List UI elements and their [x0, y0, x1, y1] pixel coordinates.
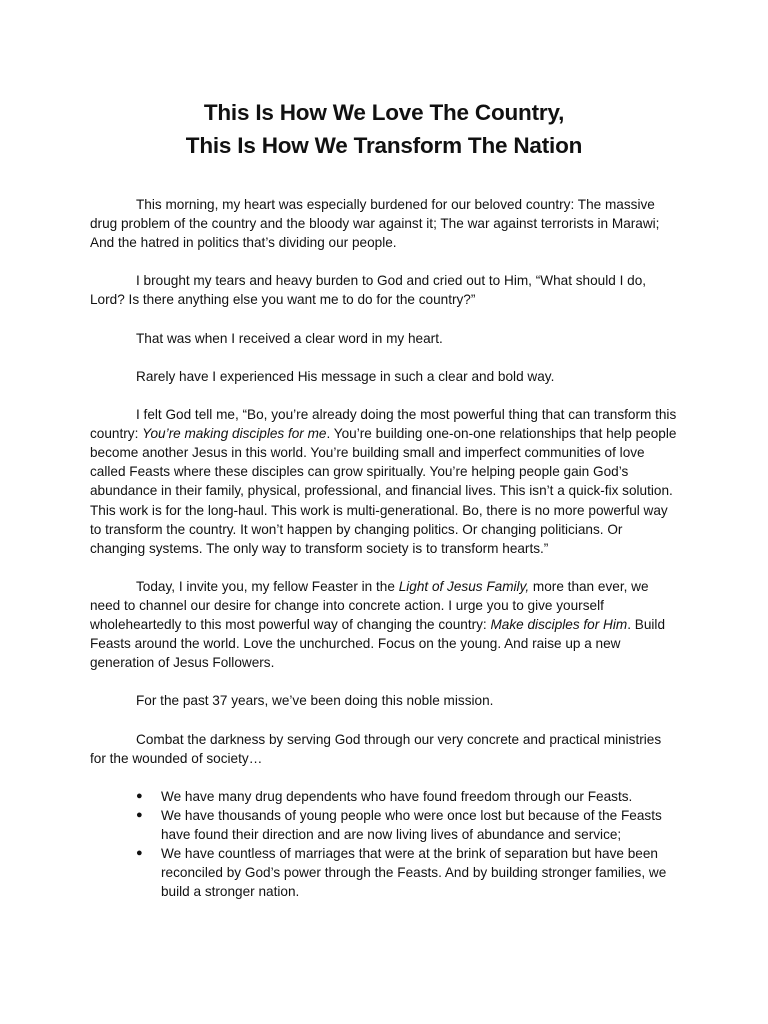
emphasis-text: Make disciples for Him [490, 617, 628, 633]
paragraph-text: Rarely have I experienced His message in such a clear and bold way. [136, 368, 555, 384]
body-paragraph [90, 730, 678, 768]
emphasis-text: Light of Jesus Family, [398, 578, 530, 594]
body-paragraph [90, 271, 678, 309]
body-paragraph [90, 405, 678, 558]
bullet-icon: ● [136, 847, 143, 860]
bullet-item [90, 806, 678, 844]
paragraph-text: That was when I received a clear word in my heart. [136, 330, 443, 346]
paragraph-text: . Build Feasts around the world. Love the unchurched. Focus on the young. And raise up a new generation of Jesus Followers. [90, 617, 665, 671]
paragraph-text: I felt God tell me, “Bo, you’re already doing the most powerful thing that can transform this country: [90, 407, 677, 442]
body-paragraph [90, 195, 678, 252]
bullet-text: We have many drug dependents who have found freedom through our Feasts. [161, 788, 633, 804]
bullet-text: We have countless of marriages that were at the brink of separation but have been reconciled by God’s power through the Feasts. And by building stronger families, we build a stronger nation. [161, 846, 667, 900]
body-paragraph [90, 577, 678, 672]
title-line-1: This Is How We Love The Country, [203, 100, 565, 125]
paragraph-text: I brought my tears and heavy burden to God and cried out to Him, “What should I do, Lord? Is there anything else you want me to do for the country?” [90, 273, 647, 308]
paragraph-list [90, 195, 678, 768]
title-line-2: This Is How We Transform The Nation [185, 133, 583, 158]
paragraph-text: . You’re building one-on-one relationships that help people become another Jesus in this world. You’re building small and imperfect communities of love called Feasts where these disciples can grow spiritually. You’re helping people gain God’s abundance in their family, physical, professional, and financial lives. This isn’t a quick-fix solution. This work is for the long-haul. This work is multi-generational. Bo, there is no more powerful way to transform the country. It won’t happen by changing politics. Or changing politicians. Or changing systems. The only way to transform society is to transform hearts.” [90, 426, 677, 556]
emphasis-text: You’re making disciples for me [142, 426, 327, 442]
paragraph-text: For the past 37 years, we’ve been doing this noble mission. [136, 693, 494, 709]
bullet-icon: ● [136, 789, 143, 802]
paragraph-text: This morning, my heart was especially burdened for our beloved country: The massive drug problem of the country and the bloody war against it; The war against terrorists in Marawi; And the hatred in politics that’s dividing our people. [90, 197, 660, 251]
body-paragraph [90, 329, 678, 348]
body-paragraph [90, 367, 678, 386]
document-body [90, 195, 678, 901]
bullet-item [90, 787, 678, 806]
bullet-text: We have thousands of young people who were once lost but because of the Feasts have found their direction and are now living lives of abundance and service; [161, 808, 662, 843]
bullet-item [90, 844, 678, 901]
bullet-list [90, 787, 678, 902]
document-title [90, 96, 678, 162]
paragraph-text: Today, I invite you, my fellow Feaster in the [136, 578, 399, 594]
body-paragraph [90, 691, 678, 710]
paragraph-text: more than ever, we need to channel our desire for change into concrete action. I urge you to give yourself wholeheartedly to this most powerful way of changing the country: [90, 578, 649, 633]
bullet-icon: ● [136, 809, 143, 821]
paragraph-text: Combat the darkness by serving God through our very concrete and practical ministries for the wounded of society… [90, 731, 662, 766]
